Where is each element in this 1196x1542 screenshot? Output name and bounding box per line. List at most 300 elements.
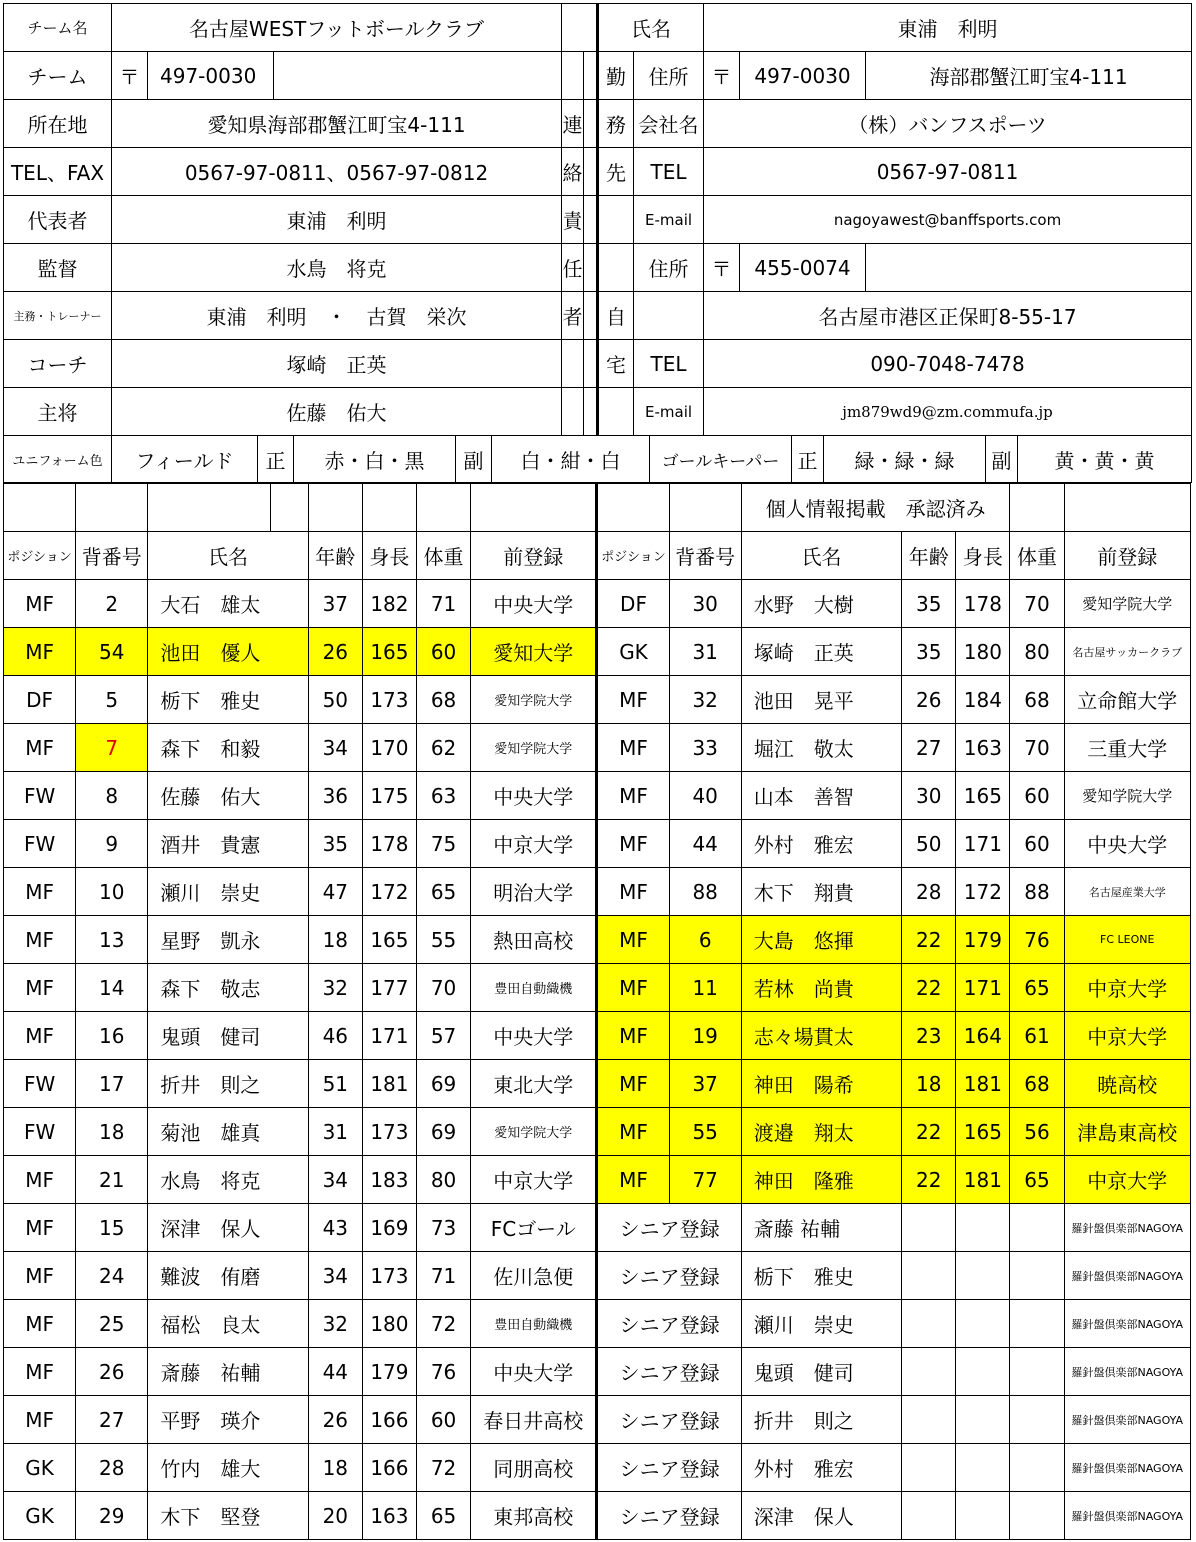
right-player-pos: MF bbox=[597, 916, 669, 964]
player-row bbox=[4, 1444, 1191, 1492]
right-player-pos: MF bbox=[597, 1012, 669, 1060]
right-player-num: 19 bbox=[669, 1012, 741, 1060]
left-player-weight: 75 bbox=[416, 820, 470, 868]
player-row bbox=[4, 1156, 1191, 1204]
team-address: 愛知県海部郡蟹江町宝4-111 bbox=[112, 100, 562, 148]
blank-cell bbox=[902, 1252, 956, 1300]
left-player-name: 木下 堅登 bbox=[148, 1492, 308, 1540]
home-email: jm879wd9@zm.commufa.jp bbox=[704, 388, 1192, 436]
blank-cell bbox=[956, 1492, 1010, 1540]
senior-label: シニア登録 bbox=[597, 1492, 741, 1540]
left-player-weight: 70 bbox=[416, 964, 470, 1012]
manager-label: 監督 bbox=[4, 244, 112, 292]
right-player-age: 26 bbox=[902, 676, 956, 724]
header-weight: 体重 bbox=[416, 532, 470, 580]
left-player-age: 26 bbox=[308, 1396, 362, 1444]
senior-label: シニア登録 bbox=[597, 1396, 741, 1444]
left-player-name: 酒井 貴憲 bbox=[148, 820, 308, 868]
left-player-height: 175 bbox=[362, 772, 416, 820]
left-player-num: 16 bbox=[76, 1012, 148, 1060]
rep-label: 代表者 bbox=[4, 196, 112, 244]
player-row bbox=[4, 1108, 1191, 1156]
right-player-pos: MF bbox=[597, 820, 669, 868]
left-player-age: 50 bbox=[308, 676, 362, 724]
right-player-age: 27 bbox=[902, 724, 956, 772]
right-player-age: 35 bbox=[902, 580, 956, 628]
player-row bbox=[4, 1396, 1191, 1444]
work-email: nagoyawest@banffsports.com bbox=[704, 196, 1192, 244]
blank-cell bbox=[1010, 1444, 1064, 1492]
right-player-age: 30 bbox=[902, 772, 956, 820]
senior-club: 羅針盤倶楽部NAGOYA bbox=[1064, 1252, 1190, 1300]
right-player-height: 171 bbox=[956, 820, 1010, 868]
right-player-prev: 愛知学院大学 bbox=[1064, 772, 1190, 820]
left-player-num: 13 bbox=[76, 916, 148, 964]
work-tel-label: TEL bbox=[634, 148, 704, 196]
blank-cell bbox=[1010, 1204, 1064, 1252]
right-player-prev: 津島東高校 bbox=[1064, 1108, 1190, 1156]
company: （株）バンフスポーツ bbox=[704, 100, 1192, 148]
left-player-prev: 中京大学 bbox=[471, 1156, 597, 1204]
work-email-label: E-mail bbox=[634, 196, 704, 244]
left-player-num: 2 bbox=[76, 580, 148, 628]
work-char: 勤 bbox=[598, 52, 634, 100]
blank-cell bbox=[1010, 1252, 1064, 1300]
right-player-weight: 68 bbox=[1010, 1060, 1064, 1108]
right-player-name: 志々場貫太 bbox=[741, 1012, 901, 1060]
right-player-num: 31 bbox=[669, 628, 741, 676]
left-player-prev: 熱田高校 bbox=[471, 916, 597, 964]
left-player-age: 47 bbox=[308, 868, 362, 916]
rep-name: 東浦 利明 bbox=[112, 196, 562, 244]
left-player-prev: FCゴール bbox=[471, 1204, 597, 1252]
left-player-name: 森下 敬志 bbox=[148, 964, 308, 1012]
team-tel: 0567-97-0811、0567-97-0812 bbox=[112, 148, 562, 196]
asst-coach-name: 塚崎 正英 bbox=[112, 340, 562, 388]
senior-name: 折井 則之 bbox=[741, 1396, 901, 1444]
trainer-names: 東浦 利明 ・ 古賀 栄次 bbox=[112, 292, 562, 340]
blank-cell bbox=[956, 1348, 1010, 1396]
left-player-weight: 62 bbox=[416, 724, 470, 772]
captain-name: 佐藤 佑大 bbox=[112, 388, 562, 436]
header-weight: 体重 bbox=[1010, 532, 1064, 580]
right-player-height: 178 bbox=[956, 580, 1010, 628]
left-player-weight: 68 bbox=[416, 676, 470, 724]
sub-label: 副 bbox=[986, 436, 1018, 483]
left-player-num: 25 bbox=[76, 1300, 148, 1348]
left-player-pos: MF bbox=[4, 1204, 76, 1252]
right-player-name: 神田 陽希 bbox=[741, 1060, 901, 1108]
left-player-height: 173 bbox=[362, 1108, 416, 1156]
right-player-height: 163 bbox=[956, 724, 1010, 772]
field-sub-colors: 白・紺・白 bbox=[492, 436, 650, 483]
left-player-pos: MF bbox=[4, 1300, 76, 1348]
left-player-weight: 65 bbox=[416, 868, 470, 916]
header-prev: 前登録 bbox=[471, 532, 597, 580]
left-player-height: 179 bbox=[362, 1348, 416, 1396]
left-player-name: 斎藤 祐輔 bbox=[148, 1348, 308, 1396]
player-row bbox=[4, 772, 1191, 820]
right-player-age: 35 bbox=[902, 628, 956, 676]
left-player-prev: 中央大学 bbox=[471, 1348, 597, 1396]
left-player-age: 34 bbox=[308, 1252, 362, 1300]
left-player-num: 15 bbox=[76, 1204, 148, 1252]
header-position: ポジション bbox=[597, 532, 669, 580]
left-player-pos: MF bbox=[4, 916, 76, 964]
left-player-age: 37 bbox=[308, 580, 362, 628]
right-player-height: 165 bbox=[956, 1108, 1010, 1156]
right-player-prev: FC LEONE bbox=[1064, 916, 1190, 964]
right-player-num: 37 bbox=[669, 1060, 741, 1108]
left-player-pos: GK bbox=[4, 1444, 76, 1492]
blank-cell bbox=[902, 1300, 956, 1348]
main-label: 正 bbox=[258, 436, 294, 483]
blank-cell bbox=[902, 1396, 956, 1444]
right-player-height: 180 bbox=[956, 628, 1010, 676]
left-player-prev: 愛知学院大学 bbox=[471, 676, 597, 724]
right-player-weight: 61 bbox=[1010, 1012, 1064, 1060]
contact-name: 東浦 利明 bbox=[704, 4, 1192, 52]
main-label: 正 bbox=[792, 436, 824, 483]
left-player-pos: MF bbox=[4, 868, 76, 916]
blank-cell bbox=[416, 484, 470, 532]
right-player-pos: MF bbox=[597, 724, 669, 772]
right-player-pos: MF bbox=[597, 772, 669, 820]
asst-coach-label: コーチ bbox=[4, 340, 112, 388]
player-row bbox=[4, 580, 1191, 628]
right-player-name: 水野 大樹 bbox=[741, 580, 901, 628]
right-player-prev: 愛知学院大学 bbox=[1064, 580, 1190, 628]
field-label: フィールド bbox=[112, 436, 258, 483]
right-player-name: 神田 隆雅 bbox=[741, 1156, 901, 1204]
left-player-name: 菊池 雄真 bbox=[148, 1108, 308, 1156]
right-player-age: 22 bbox=[902, 916, 956, 964]
left-player-pos: MF bbox=[4, 628, 76, 676]
team-name-label: チーム名 bbox=[4, 4, 112, 52]
contact-side-char: 者 bbox=[562, 292, 584, 340]
left-player-name: 竹内 雄大 bbox=[148, 1444, 308, 1492]
left-player-height: 169 bbox=[362, 1204, 416, 1252]
blank-cell bbox=[471, 484, 597, 532]
header-number: 背番号 bbox=[669, 532, 741, 580]
right-player-age: 23 bbox=[902, 1012, 956, 1060]
left-player-weight: 73 bbox=[416, 1204, 470, 1252]
left-player-pos: MF bbox=[4, 1156, 76, 1204]
blank-cell bbox=[76, 484, 148, 532]
senior-label: シニア登録 bbox=[597, 1348, 741, 1396]
left-player-height: 171 bbox=[362, 1012, 416, 1060]
left-player-age: 44 bbox=[308, 1348, 362, 1396]
player-row bbox=[4, 1012, 1191, 1060]
left-player-num: 14 bbox=[76, 964, 148, 1012]
left-player-weight: 57 bbox=[416, 1012, 470, 1060]
left-player-weight: 63 bbox=[416, 772, 470, 820]
header-name: 氏名 bbox=[148, 532, 308, 580]
right-player-height: 181 bbox=[956, 1156, 1010, 1204]
team-info-table bbox=[3, 3, 1192, 436]
team-addr-label: チーム bbox=[4, 52, 112, 100]
right-player-name: 山本 善智 bbox=[741, 772, 901, 820]
left-player-num: 27 bbox=[76, 1396, 148, 1444]
left-player-prev: 愛知学院大学 bbox=[471, 1108, 597, 1156]
right-player-name: 木下 翔貴 bbox=[741, 868, 901, 916]
left-player-num: 29 bbox=[76, 1492, 148, 1540]
right-player-prev: 三重大学 bbox=[1064, 724, 1190, 772]
left-player-prev: 東邦高校 bbox=[471, 1492, 597, 1540]
left-player-name: 栃下 雅史 bbox=[148, 676, 308, 724]
right-player-height: 179 bbox=[956, 916, 1010, 964]
left-player-height: 177 bbox=[362, 964, 416, 1012]
left-player-prev: 東北大学 bbox=[471, 1060, 597, 1108]
right-player-pos: MF bbox=[597, 676, 669, 724]
right-player-name: 堀江 敬太 bbox=[741, 724, 901, 772]
right-player-height: 181 bbox=[956, 1060, 1010, 1108]
right-player-prev: 暁高校 bbox=[1064, 1060, 1190, 1108]
players-table bbox=[3, 483, 1191, 1540]
left-player-name: 折井 則之 bbox=[148, 1060, 308, 1108]
right-player-pos: MF bbox=[597, 868, 669, 916]
left-player-name: 鬼頭 健司 bbox=[148, 1012, 308, 1060]
right-player-num: 44 bbox=[669, 820, 741, 868]
left-player-weight: 65 bbox=[416, 1492, 470, 1540]
header-prev: 前登録 bbox=[1064, 532, 1190, 580]
right-player-height: 171 bbox=[956, 964, 1010, 1012]
right-player-prev: 中京大学 bbox=[1064, 1156, 1190, 1204]
contact-side-char: 責 bbox=[562, 196, 584, 244]
left-player-height: 172 bbox=[362, 868, 416, 916]
right-player-pos: MF bbox=[597, 1060, 669, 1108]
left-player-age: 36 bbox=[308, 772, 362, 820]
senior-label: シニア登録 bbox=[597, 1252, 741, 1300]
left-player-prev: 愛知学院大学 bbox=[471, 724, 597, 772]
right-player-name: 渡邉 翔太 bbox=[741, 1108, 901, 1156]
sub-label: 副 bbox=[456, 436, 492, 483]
left-player-num: 17 bbox=[76, 1060, 148, 1108]
right-player-num: 55 bbox=[669, 1108, 741, 1156]
senior-label: シニア登録 bbox=[597, 1300, 741, 1348]
right-player-weight: 80 bbox=[1010, 628, 1064, 676]
left-player-age: 32 bbox=[308, 964, 362, 1012]
left-player-weight: 60 bbox=[416, 628, 470, 676]
left-player-prev: 中央大学 bbox=[471, 580, 597, 628]
player-row bbox=[4, 1252, 1191, 1300]
team-name: 名古屋WESTフットボールクラブ bbox=[112, 4, 562, 52]
right-player-prev: 中京大学 bbox=[1064, 964, 1190, 1012]
right-player-name: 塚崎 正英 bbox=[741, 628, 901, 676]
home-email-label: E-mail bbox=[634, 388, 704, 436]
right-player-num: 30 bbox=[669, 580, 741, 628]
left-player-name: 星野 凱永 bbox=[148, 916, 308, 964]
left-player-pos: DF bbox=[4, 676, 76, 724]
left-player-num: 9 bbox=[76, 820, 148, 868]
right-player-num: 6 bbox=[669, 916, 741, 964]
left-player-pos: FW bbox=[4, 1108, 76, 1156]
right-player-weight: 70 bbox=[1010, 724, 1064, 772]
gk-main-colors: 緑・緑・緑 bbox=[824, 436, 986, 483]
blank-cell bbox=[956, 1252, 1010, 1300]
left-player-name: 水鳥 将克 bbox=[148, 1156, 308, 1204]
home-addr-label: 住所 bbox=[634, 244, 704, 292]
left-player-prev: 中央大学 bbox=[471, 1012, 597, 1060]
uniform-label: ユニフォーム色 bbox=[4, 436, 112, 483]
header-height: 身長 bbox=[956, 532, 1010, 580]
company-label: 会社名 bbox=[634, 100, 704, 148]
right-player-height: 165 bbox=[956, 772, 1010, 820]
right-player-weight: 56 bbox=[1010, 1108, 1064, 1156]
right-player-prev: 名古屋産業大学 bbox=[1064, 868, 1190, 916]
left-player-weight: 71 bbox=[416, 580, 470, 628]
right-player-pos: MF bbox=[597, 964, 669, 1012]
left-player-num: 54 bbox=[76, 628, 148, 676]
left-player-pos: MF bbox=[4, 964, 76, 1012]
header-age: 年齢 bbox=[902, 532, 956, 580]
right-player-prev: 立命館大学 bbox=[1064, 676, 1190, 724]
left-player-name: 難波 侑磨 bbox=[148, 1252, 308, 1300]
blank-cell bbox=[1010, 1396, 1064, 1444]
left-player-age: 34 bbox=[308, 724, 362, 772]
right-player-num: 77 bbox=[669, 1156, 741, 1204]
blank-cell bbox=[902, 1348, 956, 1396]
left-player-age: 51 bbox=[308, 1060, 362, 1108]
right-player-height: 172 bbox=[956, 868, 1010, 916]
left-player-weight: 71 bbox=[416, 1252, 470, 1300]
left-player-pos: GK bbox=[4, 1492, 76, 1540]
left-player-weight: 55 bbox=[416, 916, 470, 964]
right-player-prev: 中京大学 bbox=[1064, 1012, 1190, 1060]
blank-cell bbox=[362, 484, 416, 532]
blank-cell bbox=[902, 1444, 956, 1492]
player-row bbox=[4, 628, 1191, 676]
right-player-weight: 70 bbox=[1010, 580, 1064, 628]
home-char: 自 bbox=[598, 292, 634, 340]
right-player-weight: 68 bbox=[1010, 676, 1064, 724]
work-addr-label: 住所 bbox=[634, 52, 704, 100]
home-address: 名古屋市港区正保町8-55-17 bbox=[704, 292, 1192, 340]
senior-name: 斎藤 祐輔 bbox=[741, 1204, 901, 1252]
left-player-name: 池田 優人 bbox=[148, 628, 308, 676]
left-player-age: 26 bbox=[308, 628, 362, 676]
contact-side-char: 任 bbox=[562, 244, 584, 292]
senior-club: 羅針盤倶楽部NAGOYA bbox=[1064, 1444, 1190, 1492]
player-row bbox=[4, 820, 1191, 868]
left-player-age: 18 bbox=[308, 1444, 362, 1492]
player-row bbox=[4, 964, 1191, 1012]
left-player-name: 深津 保人 bbox=[148, 1204, 308, 1252]
left-player-height: 170 bbox=[362, 724, 416, 772]
left-player-num: 21 bbox=[76, 1156, 148, 1204]
right-player-num: 40 bbox=[669, 772, 741, 820]
right-player-name: 大島 悠揮 bbox=[741, 916, 901, 964]
left-player-pos: FW bbox=[4, 772, 76, 820]
left-player-name: 佐藤 佑大 bbox=[148, 772, 308, 820]
player-row bbox=[4, 916, 1191, 964]
left-player-age: 20 bbox=[308, 1492, 362, 1540]
right-player-pos: DF bbox=[597, 580, 669, 628]
header-height: 身長 bbox=[362, 532, 416, 580]
senior-club: 羅針盤倶楽部NAGOYA bbox=[1064, 1492, 1190, 1540]
left-player-weight: 72 bbox=[416, 1444, 470, 1492]
left-player-pos: FW bbox=[4, 1060, 76, 1108]
player-row bbox=[4, 676, 1191, 724]
trainer-label: 主務・トレーナー bbox=[4, 292, 112, 340]
left-player-prev: 明治大学 bbox=[471, 868, 597, 916]
left-player-height: 163 bbox=[362, 1492, 416, 1540]
blank-cell bbox=[308, 484, 362, 532]
work-char: 務 bbox=[598, 100, 634, 148]
right-player-age: 28 bbox=[902, 868, 956, 916]
right-player-weight: 76 bbox=[1010, 916, 1064, 964]
senior-name: 栃下 雅史 bbox=[741, 1252, 901, 1300]
left-player-prev: 春日井高校 bbox=[471, 1396, 597, 1444]
senior-club: 羅針盤倶楽部NAGOYA bbox=[1064, 1348, 1190, 1396]
blank-cell bbox=[956, 1300, 1010, 1348]
left-player-name: 福松 良太 bbox=[148, 1300, 308, 1348]
blank-cell bbox=[956, 1396, 1010, 1444]
right-player-age: 22 bbox=[902, 964, 956, 1012]
left-player-pos: MF bbox=[4, 724, 76, 772]
left-player-name: 大石 雄太 bbox=[148, 580, 308, 628]
right-player-num: 32 bbox=[669, 676, 741, 724]
left-player-pos: MF bbox=[4, 1348, 76, 1396]
blank-cell bbox=[1010, 1348, 1064, 1396]
right-player-weight: 88 bbox=[1010, 868, 1064, 916]
left-player-prev: 中央大学 bbox=[471, 772, 597, 820]
right-player-num: 88 bbox=[669, 868, 741, 916]
left-player-age: 31 bbox=[308, 1108, 362, 1156]
left-player-num: 26 bbox=[76, 1348, 148, 1396]
left-player-pos: MF bbox=[4, 1396, 76, 1444]
player-row bbox=[4, 1300, 1191, 1348]
blank-cell bbox=[597, 484, 669, 532]
right-player-prev: 中央大学 bbox=[1064, 820, 1190, 868]
senior-name: 外村 雅宏 bbox=[741, 1444, 901, 1492]
header-age: 年齢 bbox=[308, 532, 362, 580]
left-player-name: 瀬川 崇史 bbox=[148, 868, 308, 916]
team-postal: 497-0030 bbox=[148, 52, 274, 100]
gk-sub-colors: 黄・黄・黄 bbox=[1018, 436, 1192, 483]
manager-name: 水鳥 将克 bbox=[112, 244, 562, 292]
senior-club: 羅針盤倶楽部NAGOYA bbox=[1064, 1204, 1190, 1252]
left-player-pos: FW bbox=[4, 820, 76, 868]
left-player-weight: 80 bbox=[416, 1156, 470, 1204]
left-player-weight: 72 bbox=[416, 1300, 470, 1348]
contact-side-char: 絡 bbox=[562, 148, 584, 196]
left-player-pos: MF bbox=[4, 580, 76, 628]
home-tel-label: TEL bbox=[634, 340, 704, 388]
captain-label: 主将 bbox=[4, 388, 112, 436]
right-player-num: 11 bbox=[669, 964, 741, 1012]
field-main-colors: 赤・白・黒 bbox=[294, 436, 456, 483]
right-player-weight: 65 bbox=[1010, 1156, 1064, 1204]
right-player-pos: MF bbox=[597, 1156, 669, 1204]
gk-label: ゴールキーパー bbox=[650, 436, 792, 483]
left-player-weight: 69 bbox=[416, 1060, 470, 1108]
blank-cell bbox=[669, 484, 741, 532]
uniform-table bbox=[3, 435, 1192, 483]
left-player-name: 平野 瑛介 bbox=[148, 1396, 308, 1444]
right-player-age: 22 bbox=[902, 1156, 956, 1204]
left-player-height: 182 bbox=[362, 580, 416, 628]
left-player-weight: 60 bbox=[416, 1396, 470, 1444]
right-player-weight: 60 bbox=[1010, 820, 1064, 868]
left-player-weight: 76 bbox=[416, 1348, 470, 1396]
player-row bbox=[4, 1492, 1191, 1540]
senior-name: 鬼頭 健司 bbox=[741, 1348, 901, 1396]
left-player-prev: 愛知大学 bbox=[471, 628, 597, 676]
left-player-height: 183 bbox=[362, 1156, 416, 1204]
player-row bbox=[4, 1204, 1191, 1252]
left-player-num: 5 bbox=[76, 676, 148, 724]
